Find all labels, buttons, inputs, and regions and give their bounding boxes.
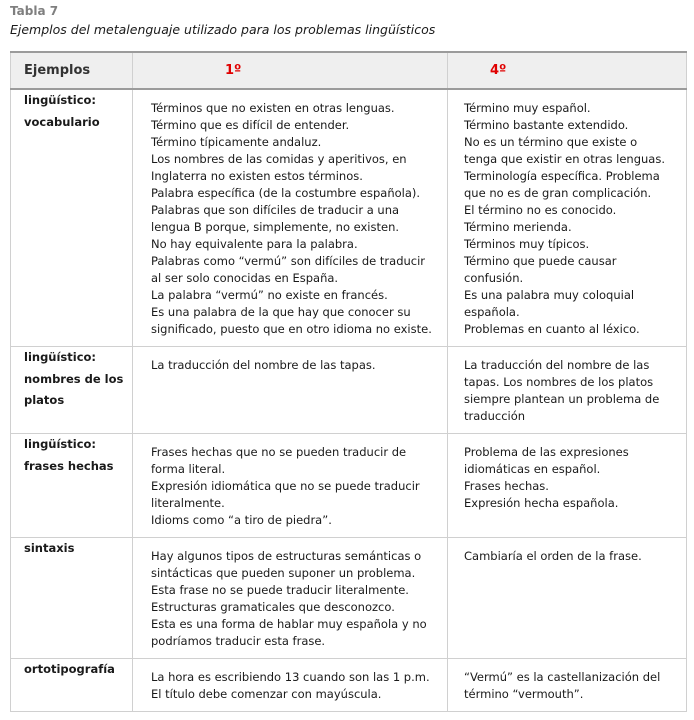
first-year-cell-line: sintácticas que pueden suponer un problema. (151, 566, 416, 580)
fourth-year-cell-line: Término muy español. (464, 101, 591, 115)
fourth-year-cell-line: No es un término que existe o (464, 135, 638, 149)
fourth-year-cell (448, 434, 687, 538)
fourth-year-cell-line: Término bastante extendido. (464, 118, 629, 132)
category-cell-line: nombres de los (24, 371, 124, 386)
fourth-year-cell-line: Término merienda. (464, 220, 572, 234)
category-cell-line: platos (24, 393, 65, 407)
first-year-cell-line: Los nombres de las comidas y aperitivos, en (151, 152, 407, 166)
first-year-cell-line: Palabras como “vermú” son difíciles de traducir (151, 254, 426, 268)
first-year-cell-line: El título debe comenzar con mayúscula. (151, 687, 382, 701)
first-year-cell-line: podríamos traducir esta frase. (151, 634, 326, 648)
fourth-year-cell-line: tapas. Los nombres de los platos (464, 375, 654, 389)
table-row (11, 434, 687, 538)
first-year-cell-line: La hora es escribiendo 13 cuando son las 1 p.m. (151, 670, 430, 684)
fourth-year-cell-line: Expresión hecha española. (464, 496, 619, 510)
fourth-year-cell-line: “Vermú” es la castellanización del (464, 670, 661, 684)
header-first-year: 1º (133, 52, 448, 89)
first-year-cell-line: Hay algunos tipos de estructuras semánticas o (151, 549, 422, 563)
first-year-cell-line: Término típicamente andaluz. (151, 135, 322, 149)
first-year-cell (133, 659, 448, 712)
category-cell-line: lingüístico: (24, 93, 97, 107)
first-year-cell-line: No hay equivalente para la palabra. (151, 237, 358, 251)
first-year-cell-line: Expresión idiomática que no se puede traducir (151, 479, 420, 493)
first-year-cell (133, 434, 448, 538)
fourth-year-cell-line: siempre plantean un problema de (464, 392, 660, 406)
first-year-cell (133, 347, 448, 434)
first-year-cell-line: La palabra “vermú” no existe en francés. (151, 288, 388, 302)
first-year-cell-line: significado, puesto que en otro idioma no existe. (151, 322, 432, 336)
fourth-year-cell-line: Términos muy típicos. (464, 237, 590, 251)
category-cell (11, 347, 133, 434)
fourth-year-cell-line: Frases hechas. (464, 479, 549, 493)
category-cell-line: lingüístico: (24, 350, 97, 364)
first-year-cell-line: Es una palabra de la que hay que conocer su (151, 305, 411, 319)
fourth-year-cell-line: tenga que existir en otras lenguas. (464, 152, 665, 166)
fourth-year-cell-line: El término no es conocido. (464, 203, 617, 217)
fourth-year-cell-line: española. (464, 305, 520, 319)
fourth-year-cell (448, 347, 687, 434)
fourth-year-cell-line: traducción (464, 409, 526, 423)
category-cell (11, 659, 133, 712)
fourth-year-cell-line: Término que puede causar (464, 254, 617, 268)
fourth-year-cell-line: Terminología específica. Problema (464, 169, 660, 183)
first-year-cell-line: Idioms como “a tiro de piedra”. (151, 513, 332, 527)
fourth-year-cell (448, 659, 687, 712)
table-row (11, 538, 687, 659)
category-cell-line: ortotipografía (24, 662, 115, 676)
first-year-cell (133, 89, 448, 347)
header-row (11, 52, 687, 89)
fourth-year-cell-line: confusión. (464, 271, 524, 285)
first-year-cell (133, 538, 448, 659)
fourth-year-cell (448, 538, 687, 659)
category-cell (11, 89, 133, 347)
first-year-cell-line: Término que es difícil de entender. (151, 118, 350, 132)
fourth-year-cell-line: Es una palabra muy coloquial (464, 288, 635, 302)
fourth-year-cell-line: Problema de las expresiones (464, 445, 629, 459)
table-caption (10, 3, 435, 38)
fourth-year-cell-line: término “vermouth”. (464, 687, 584, 701)
first-year-cell-line: Esta frase no se puede traducir literalmente. (151, 583, 409, 597)
first-year-cell-line: al ser solo conocidas en España. (151, 271, 339, 285)
header-ejemplos: Ejemplos (11, 52, 133, 89)
first-year-cell-line: Estructuras gramaticales que desconozco. (151, 600, 395, 614)
category-cell-line: lingüístico: (24, 437, 97, 451)
category-cell (11, 434, 133, 538)
fourth-year-cell-line: idiomáticas en español. (464, 462, 601, 476)
fourth-year-cell-line: Problemas en cuanto al léxico. (464, 322, 640, 336)
category-cell-line: vocabulario (24, 114, 100, 129)
first-year-cell-line: La traducción del nombre de las tapas. (151, 358, 376, 372)
first-year-cell-line: Palabra específica (de la costumbre española). (151, 186, 421, 200)
table-row (11, 89, 687, 347)
category-cell-line: sintaxis (24, 541, 75, 555)
header-fourth-year: 4º (448, 52, 687, 89)
fourth-year-cell (448, 89, 687, 347)
first-year-cell-line: literalmente. (151, 496, 225, 510)
first-year-cell-line: Inglaterra no existen estos términos. (151, 169, 363, 183)
category-cell-line: frases hechas (24, 458, 114, 473)
fourth-year-cell-line: que no es de gran complicación. (464, 186, 652, 200)
first-year-cell-line: Frases hechas que no se pueden traducir de (151, 445, 407, 459)
fourth-year-cell-line: Cambiaría el orden de la frase. (464, 549, 642, 563)
examples-table (10, 51, 687, 712)
first-year-cell-line: lengua B porque, simplemente, no existen. (151, 220, 400, 234)
table-row (11, 659, 687, 712)
first-year-cell-line: Esta es una forma de hablar muy española y no (151, 617, 427, 631)
category-cell (11, 538, 133, 659)
table-label: Tabla 7 (10, 4, 59, 18)
fourth-year-cell-line: La traducción del nombre de las (464, 358, 650, 372)
first-year-cell-line: Palabras que son difíciles de traducir a una (151, 203, 400, 217)
first-year-cell-line: Términos que no existen en otras lenguas. (151, 101, 395, 115)
table-title: Ejemplos del metalenguaje utilizado para los problemas lingüísticos (10, 22, 436, 37)
first-year-cell-line: forma literal. (151, 462, 226, 476)
table-row (11, 347, 687, 434)
